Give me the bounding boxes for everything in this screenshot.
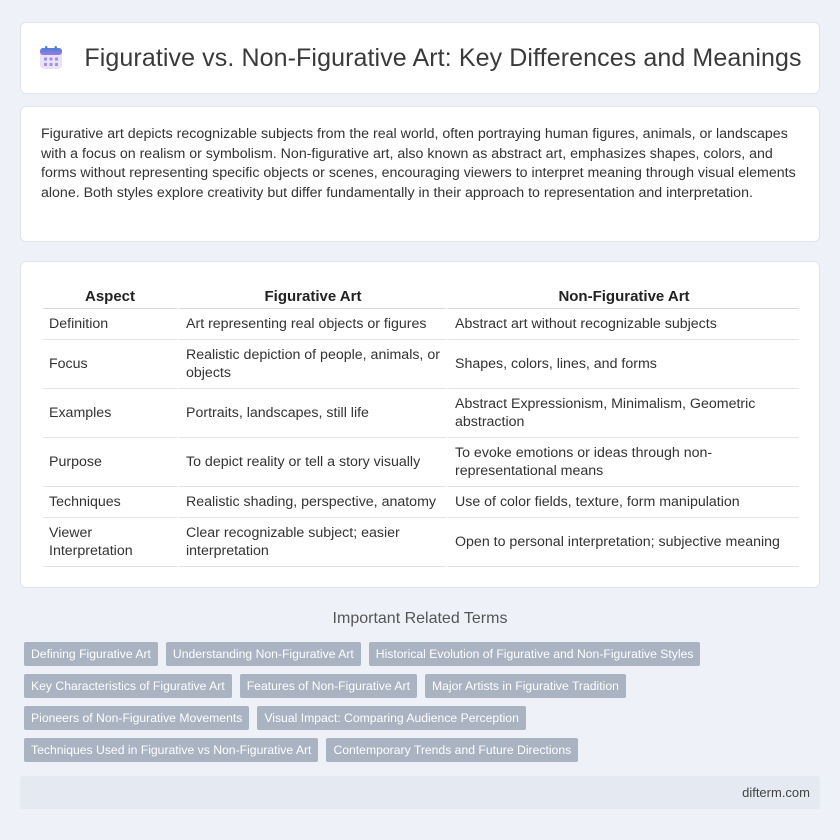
table-cell-non-figurative: Abstract Expressionism, Minimalism, Geometric abstraction bbox=[446, 389, 799, 438]
page-title: Figurative vs. Non-Figurative Art: Key Differences and Meanings bbox=[84, 43, 802, 72]
table-row bbox=[43, 340, 799, 389]
table-cell-non-figurative: Use of color fields, texture, form manipulation bbox=[446, 487, 799, 518]
related-term-tag[interactable]: Features of Non-Figurative Art bbox=[240, 674, 417, 698]
related-term-tag[interactable]: Contemporary Trends and Future Directions bbox=[326, 738, 578, 762]
table-cell-aspect: Techniques bbox=[43, 487, 177, 518]
table-cell-aspect: Definition bbox=[43, 309, 177, 340]
table-row bbox=[43, 389, 799, 438]
related-term-tag[interactable]: Key Characteristics of Figurative Art bbox=[24, 674, 232, 698]
table-cell-aspect: Focus bbox=[43, 340, 177, 389]
table-cell-non-figurative: To evoke emotions or ideas through non-representational means bbox=[446, 438, 799, 487]
table-cell-non-figurative: Shapes, colors, lines, and forms bbox=[446, 340, 799, 389]
site-link[interactable]: difterm.com bbox=[742, 785, 810, 800]
related-term-tag[interactable]: Understanding Non-Figurative Art bbox=[166, 642, 361, 666]
related-term-tag[interactable]: Defining Figurative Art bbox=[24, 642, 158, 666]
comparison-table bbox=[43, 286, 799, 567]
related-term-tag[interactable]: Techniques Used in Figurative vs Non-Figurative Art bbox=[24, 738, 318, 762]
table-cell-figurative: Art representing real objects or figures bbox=[177, 309, 446, 340]
table-cell-aspect: Purpose bbox=[43, 438, 177, 487]
related-terms-list bbox=[24, 642, 824, 770]
column-header-figurative: Figurative Art bbox=[177, 286, 446, 309]
intro-section bbox=[20, 106, 820, 242]
table-cell-figurative: Clear recognizable subject; easier interpretation bbox=[177, 518, 446, 567]
table-row bbox=[43, 518, 799, 567]
table-row bbox=[43, 487, 799, 518]
table-cell-non-figurative: Open to personal interpretation; subjective meaning bbox=[446, 518, 799, 567]
table-row bbox=[43, 438, 799, 487]
footer bbox=[20, 776, 820, 809]
header bbox=[20, 22, 820, 94]
table-cell-aspect: Examples bbox=[43, 389, 177, 438]
table-cell-figurative: Realistic depiction of people, animals, or objects bbox=[177, 340, 446, 389]
related-term-tag[interactable]: Visual Impact: Comparing Audience Perception bbox=[257, 706, 526, 730]
related-term-tag[interactable]: Pioneers of Non-Figurative Movements bbox=[24, 706, 249, 730]
table-header-row bbox=[43, 286, 799, 309]
column-header-non-figurative: Non-Figurative Art bbox=[446, 286, 799, 309]
table-cell-figurative: Realistic shading, perspective, anatomy bbox=[177, 487, 446, 518]
intro-text: Figurative art depicts recognizable subjects from the real world, often portraying human figures, animals, or landscapes with a focus on realism or symbolism. Non-figurative art, also known as abstract art, emphasizes shapes, colors, and forms without representing specific objects or scenes, encouraging viewers to interpret meaning through visual elements alone. Both styles explore creativity but differ fundamentally in their approach to representation and interpretation. bbox=[41, 126, 796, 201]
table-cell-figurative: To depict reality or tell a story visually bbox=[177, 438, 446, 487]
table-row bbox=[43, 309, 799, 340]
table-cell-figurative: Portraits, landscapes, still life bbox=[177, 389, 446, 438]
related-terms-title: Important Related Terms bbox=[332, 610, 508, 627]
comparison-section bbox=[20, 261, 820, 588]
calendar-icon bbox=[38, 45, 64, 71]
table-cell-aspect: Viewer Interpretation bbox=[43, 518, 177, 567]
column-header-aspect: Aspect bbox=[43, 286, 177, 309]
table-cell-non-figurative: Abstract art without recognizable subjects bbox=[446, 309, 799, 340]
related-term-tag[interactable]: Historical Evolution of Figurative and Non-Figurative Styles bbox=[369, 642, 701, 666]
related-term-tag[interactable]: Major Artists in Figurative Tradition bbox=[425, 674, 626, 698]
